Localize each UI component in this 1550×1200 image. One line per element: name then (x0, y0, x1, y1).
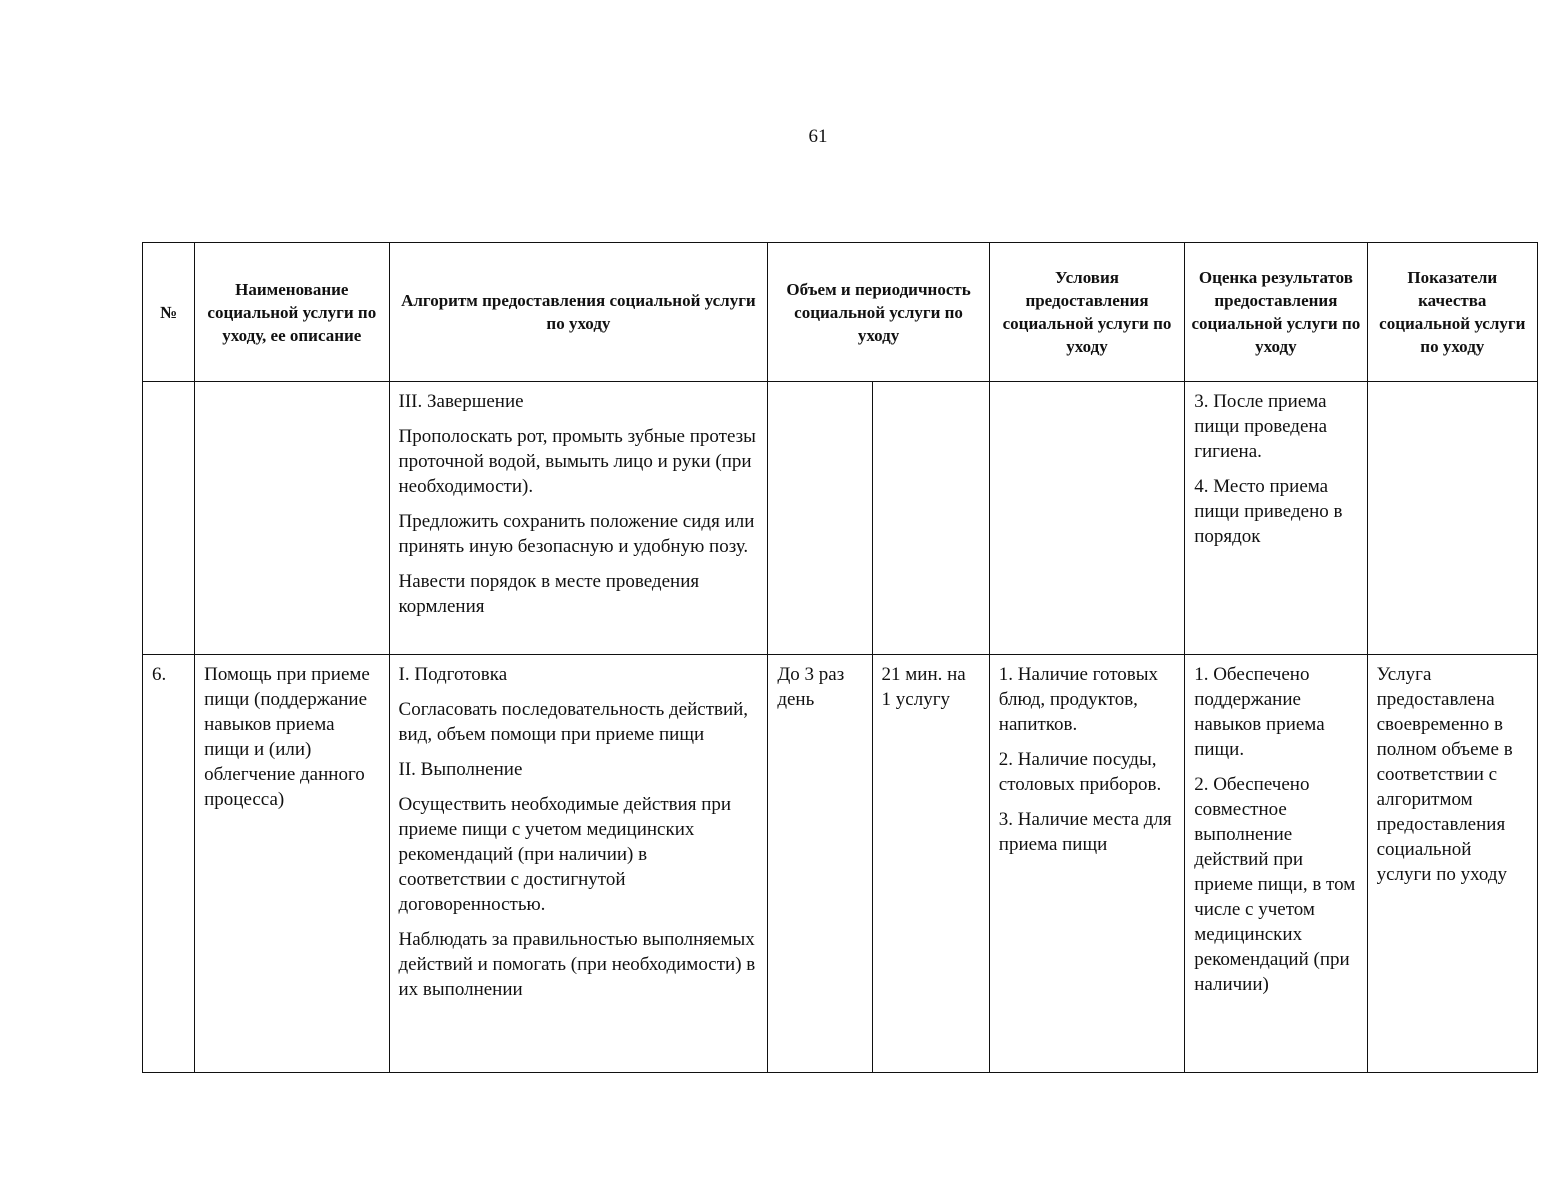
evaluation-item: 2. Обеспечено совместное выполнение действий при приеме пищи, в том числе с учетом медицинских рекомендаций (при наличии) (1194, 774, 1356, 995)
header-algorithm: Алгоритм предоставления социальной услуги по уходу (389, 243, 768, 382)
algorithm-step: II. Выполнение (398, 759, 523, 780)
cell-algorithm (389, 382, 768, 655)
algorithm-step: III. Завершение (398, 391, 524, 412)
header-num: № (143, 243, 195, 382)
cell-algorithm (389, 655, 768, 1073)
cell-quality: Услуга предоставлена своевременно в полном объеме в соответствии с алгоритмом предоставления социальной услуги по уходу (1367, 655, 1537, 1073)
header-volume: Объем и периодичность социальной услуги по уходу (768, 243, 989, 382)
evaluation-item: 1. Обеспечено поддержание навыков приема пищи. (1194, 664, 1325, 760)
page-number: 61 (808, 126, 828, 147)
algorithm-step: Предложить сохранить положение сидя или принять иную безопасную и удобную позу. (398, 511, 755, 557)
algorithm-step: Навести порядок в месте проведения кормления (398, 571, 700, 617)
cell-evaluation (1185, 655, 1367, 1073)
table-row (143, 382, 1538, 655)
table-header-row (143, 243, 1538, 382)
algorithm-step: Согласовать последовательность действий, вид, объем помощи при приеме пищи (398, 699, 749, 745)
services-table (142, 242, 1538, 1073)
cell-name (195, 382, 389, 655)
header-quality: Показатели качества социальной услуги по уходу (1367, 243, 1537, 382)
cell-duration (872, 382, 989, 655)
algorithm-step: Прополоскать рот, промыть зубные протезы проточной водой, вымыть лицо и руки (при необходимости). (398, 426, 756, 497)
cell-conditions (989, 655, 1184, 1073)
algorithm-step: Осуществить необходимые действия при приеме пищи с учетом медицинских рекомендаций (при наличии) в соответствии с достигнутой договоренностью. (398, 794, 732, 915)
cell-quality (1367, 382, 1537, 655)
cell-num (143, 382, 195, 655)
cell-name: Помощь при приеме пищи (поддержание навыков приема пищи и (или) облегчение данного процесса) (195, 655, 389, 1073)
algorithm-step: Наблюдать за правильностью выполняемых действий и помогать (при необходимости) в их выполнении (398, 929, 756, 1000)
cell-evaluation (1185, 382, 1367, 655)
table-row (143, 655, 1538, 1073)
condition-item: 1. Наличие готовых блюд, продуктов, напитков. (998, 664, 1159, 735)
evaluation-item: 4. Место приема пищи приведено в порядок (1194, 476, 1343, 547)
condition-item: 2. Наличие посуды, столовых приборов. (998, 749, 1162, 795)
algorithm-step: I. Подготовка (398, 664, 508, 685)
cell-duration: 21 мин. на 1 услугу (872, 655, 989, 1073)
header-conditions: Условия предоставления социальной услуги по уходу (989, 243, 1184, 382)
header-evaluation: Оценка результатов предоставления социальной услуги по уходу (1185, 243, 1367, 382)
header-name: Наименование социальной услуги по уходу, ее описание (195, 243, 389, 382)
cell-frequency (768, 382, 872, 655)
evaluation-item: 3. После приема пищи проведена гигиена. (1194, 391, 1327, 462)
cell-frequency: До 3 раз день (768, 655, 872, 1073)
cell-conditions (989, 382, 1184, 655)
cell-num: 6. (143, 655, 195, 1073)
condition-item: 3. Наличие места для приема пищи (998, 809, 1172, 855)
